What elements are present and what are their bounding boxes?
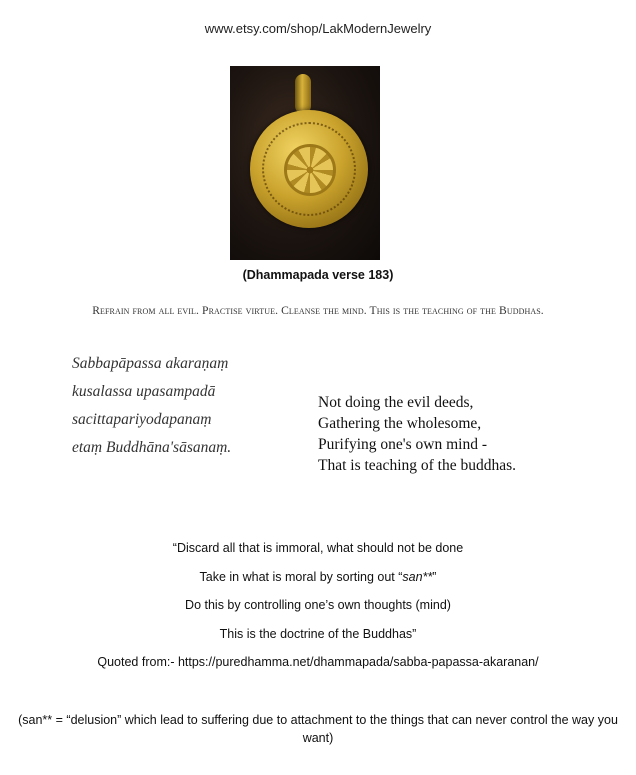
san-term: san** [402,569,433,584]
pendant-photo [230,66,380,260]
english-verse [318,392,516,476]
english-line: Not doing the evil deeds, [318,394,474,411]
shop-url[interactable]: www.etsy.com/shop/LakModernJewelry [204,21,432,36]
pali-line: sacittapariyodapanaṃ [72,411,212,428]
pali-line: kusalassa upasampadā [72,383,216,400]
translation-heading: Refrain from all evil. Practise virtue. Cleanse the mind. This is the teaching of the Buddhas. [92,304,544,317]
verse-caption: (Dhammapada verse 183) [242,268,394,282]
footnote: (san** = “delusion” which lead to suffering due to attachment to the things that can never control the way you want) [18,713,618,745]
quote-line-2 [0,570,636,599]
quote-line-3: Do this by controlling one’s own thoughts (mind) [185,598,451,612]
pali-verse [72,350,231,462]
quote-line-2-suffix: ” [432,569,437,584]
dharma-wheel-icon [284,144,336,196]
quote-line-4: This is the doctrine of the Buddhas” [219,626,417,641]
english-line: Gathering the wholesome, [318,415,482,432]
english-line: Purifying one's own mind - [318,436,487,453]
pali-line: Sabbapāpassa akaraṇaṃ [72,355,229,372]
pendant-bail [295,74,311,114]
quote-line-1: “Discard all that is immoral, what should not be done [172,541,464,555]
quote-line-2-prefix: Take in what is moral by sorting out “ [199,569,403,584]
quoted-translation [0,541,636,684]
english-line: That is teaching of the buddhas. [318,457,517,474]
quote-source[interactable]: Quoted from:- https://puredhamma.net/dhammapada/sabba-papassa-akaranan/ [97,655,539,669]
pali-line: etaṃ Buddhāna'sāsanaṃ. [72,439,232,456]
dharma-wheel-medallion [250,110,368,228]
